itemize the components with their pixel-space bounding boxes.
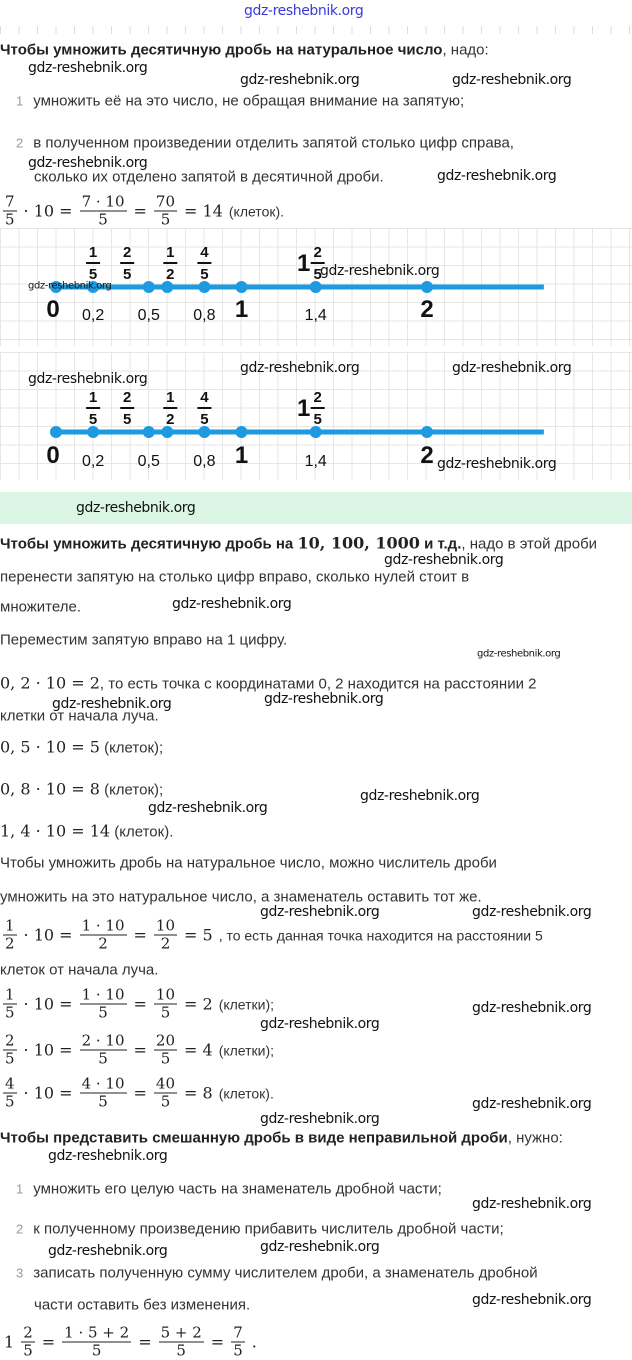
fraction — [80, 987, 127, 1022]
denominator: 5 — [160, 1049, 171, 1068]
rule1-heading: Чтобы умножить десятичную дробь на натуральное число, надо: — [0, 41, 489, 59]
watermark: gdz-reshebnik.org — [360, 788, 480, 804]
formula-text: (клеток). — [228, 203, 285, 219]
math-operator: · 10 = — [23, 1040, 73, 1060]
decimal-label: 2 — [420, 296, 434, 323]
math-operator: . — [251, 1332, 257, 1352]
math-operator: · 10 = — [23, 201, 73, 221]
rule3-item-1: 1 умножить его целую часть на знаменатель дробной части; — [16, 1180, 442, 1198]
math-operator: = — [133, 925, 147, 945]
numerator: 70 — [155, 192, 176, 211]
calc-0-5: 0, 5 · 10 = 5 (клеток); — [0, 737, 164, 757]
numerator: 4 · 10 — [81, 1074, 125, 1093]
fraction — [3, 918, 17, 953]
number-line-point — [143, 281, 155, 293]
watermark: gdz-reshebnik.org — [452, 72, 572, 88]
watermark: gdz-reshebnik.org — [472, 1196, 592, 1212]
frac-calc-1-2 — [0, 918, 543, 953]
watermark: gdz-reshebnik.org — [472, 904, 592, 920]
rule1-item-2: 2 в полученном произведении отделить запятой столько цифр справа, — [16, 134, 514, 152]
watermark: gdz-reshebnik.org — [240, 72, 360, 88]
math-operator: = — [210, 1332, 225, 1352]
decimal-label: 0,5 — [137, 307, 160, 324]
fraction-label-denominator: 5 — [88, 266, 98, 283]
denominator: 5 — [91, 1341, 102, 1360]
numerator: 1 · 5 + 2 — [64, 1323, 130, 1342]
math-operator: = 4 — [184, 1040, 213, 1060]
math-operator: · 10 = — [23, 1083, 73, 1103]
fraction-label-numerator: 1 — [88, 389, 98, 406]
fraction-label-denominator: 5 — [88, 411, 98, 428]
numerator: 7 · 10 — [81, 192, 125, 211]
math-operator: · 10 = — [23, 994, 73, 1014]
numerator: 2 · 10 — [81, 1031, 125, 1050]
fraction-label-numerator: 2 — [123, 244, 132, 261]
numerator: 10 — [155, 985, 176, 1004]
fraction — [80, 918, 127, 953]
fraction — [154, 194, 177, 229]
decimal-label: 1,4 — [304, 307, 327, 324]
fraction-label-denominator: 2 — [166, 266, 175, 283]
decimal-label: 1 — [234, 296, 249, 323]
fraction-label-denominator: 5 — [200, 266, 209, 283]
number-line-point — [236, 426, 248, 438]
watermark: gdz-reshebnik.org — [240, 360, 360, 376]
decimal-label: 1 — [234, 442, 249, 469]
frac-rule-line-2: умножить на это натуральное число, а знаменатель оставить тот же. — [0, 888, 482, 906]
number-line-point — [236, 281, 248, 293]
denominator: 5 — [5, 1003, 15, 1022]
denominator: 2 — [5, 934, 15, 953]
fraction-label-denominator: 5 — [313, 411, 322, 428]
watermark: gdz-reshebnik.org — [172, 596, 292, 612]
fraction — [154, 1076, 177, 1111]
fraction-label-numerator: 4 — [200, 244, 209, 261]
denominator: 5 — [176, 1341, 186, 1360]
watermark: gdz-reshebnik.org — [28, 155, 148, 171]
numerator: 10 — [155, 916, 176, 935]
math-operator: = — [133, 994, 147, 1014]
denominator: 5 — [98, 1049, 108, 1068]
denominator: 5 — [98, 210, 108, 229]
number-line-point — [421, 281, 433, 293]
rule2-line-2: перенести запятую на столько цифр вправо, сколько нулей стоит в — [0, 568, 470, 586]
denominator: 5 — [98, 1003, 108, 1022]
denominator: 5 — [233, 1341, 243, 1360]
watermark: gdz-reshebnik.org — [452, 360, 572, 376]
decimal-label: 0 — [46, 296, 60, 323]
fraction — [3, 1033, 17, 1068]
decimal-label: 0,5 — [137, 453, 160, 470]
fraction — [231, 1325, 245, 1360]
fraction — [80, 194, 127, 229]
math-operator: = — [138, 1332, 152, 1352]
formula-text: (клеток). — [218, 1085, 274, 1101]
frac-calc-1-2-cont: клеток от начала луча. — [0, 961, 159, 979]
decimal-label: 0,8 — [193, 453, 216, 470]
frac-calc-1-5 — [0, 987, 274, 1022]
numerator: 1 · 10 — [81, 985, 125, 1004]
numerator: 2 — [23, 1323, 33, 1342]
watermark: gdz-reshebnik.org — [260, 1239, 380, 1255]
math-operator: = 2 — [184, 994, 213, 1014]
fraction-label-denominator: 5 — [200, 411, 209, 428]
watermark: gdz-reshebnik.org — [472, 1292, 592, 1308]
calc-0-2-cont: клетки от начала луча. — [0, 707, 159, 725]
numerator: 5 + 2 — [160, 1323, 202, 1342]
watermark: gdz-reshebnik.org — [472, 1000, 592, 1016]
numerator: 1 · 10 — [81, 916, 125, 935]
watermark: gdz-reshebnik.org — [244, 3, 364, 19]
watermark: gdz-reshebnik.org — [384, 552, 504, 568]
rule3-item-3: 3 записать полученную сумму числителем дроби, а знаменатель дробной — [16, 1264, 538, 1282]
watermark: gdz-reshebnik.org — [260, 1111, 380, 1127]
fraction-label-denominator: 5 — [123, 266, 132, 283]
formula-7-5 — [0, 194, 284, 229]
watermark: gdz-reshebnik.org — [28, 60, 148, 76]
watermark: gdz-reshebnik.org — [437, 456, 557, 472]
watermark: gdz-reshebnik.org — [264, 691, 384, 707]
calc-0-2: 0, 2 · 10 = 2, то есть точка с координатами 0, 2 находится на расстоянии 2 — [0, 673, 537, 693]
frac-calc-2-5 — [0, 1033, 274, 1068]
numerator: 1 — [5, 916, 15, 935]
rule1-item-1: 1 умножить её на это число, не обращая внимание на запятую; — [16, 92, 465, 110]
math-operator: 1 — [4, 1332, 15, 1352]
denominator: 2 — [160, 934, 171, 953]
decimal-label: 0,2 — [81, 307, 105, 324]
fraction-label-numerator: 2 — [313, 244, 322, 261]
fraction-label-denominator: 2 — [166, 411, 175, 428]
fraction-label-numerator: 2 — [123, 389, 132, 406]
watermark: gdz-reshebnik.org — [472, 1096, 592, 1112]
mixed-whole: 1 — [297, 250, 311, 277]
denominator: 5 — [160, 1003, 171, 1022]
calc-0-8: 0, 8 · 10 = 8 (клеток); — [0, 779, 164, 799]
formula-text: (клетки); — [218, 1042, 275, 1058]
numerator: 7 — [5, 192, 15, 211]
math-operator: = 5 — [184, 925, 213, 945]
math-operator: = — [133, 201, 147, 221]
mixed-whole: 1 — [297, 395, 311, 422]
numerator: 7 — [233, 1323, 243, 1342]
fraction — [3, 987, 17, 1022]
decimal-label: 1,4 — [304, 453, 327, 470]
math-operator: = — [133, 1083, 147, 1103]
fraction — [62, 1325, 131, 1360]
numerator: 2 — [5, 1031, 15, 1050]
denominator: 5 — [5, 210, 15, 229]
frac-calc-4-5 — [0, 1076, 274, 1111]
watermark: gdz-reshebnik.org — [260, 1016, 380, 1032]
denominator: 2 — [98, 934, 108, 953]
denominator: 5 — [5, 1092, 15, 1111]
math-operator: = 8 — [184, 1083, 213, 1103]
watermark: gdz-reshebnik.org — [52, 696, 172, 712]
number-line-point — [421, 426, 433, 438]
rule3-item-2: 2 к полученному произведению прибавить числитель дробной части; — [16, 1220, 504, 1238]
watermark: gdz-reshebnik.org — [477, 648, 561, 660]
numerator: 1 — [5, 985, 15, 1004]
fraction-label-numerator: 1 — [166, 244, 175, 261]
mixed-fraction-formula — [0, 1325, 261, 1360]
fraction — [21, 1325, 35, 1360]
rule2-line-3: множителе. — [0, 598, 81, 616]
watermark: gdz-reshebnik.org — [260, 904, 380, 920]
numerator: 20 — [155, 1031, 176, 1050]
fraction-label-numerator: 1 — [88, 244, 98, 261]
denominator: 5 — [160, 1092, 171, 1111]
numerator: 4 — [5, 1074, 15, 1093]
fraction — [154, 1033, 177, 1068]
fraction — [154, 918, 177, 953]
move-comma-text: Переместим запятую вправо на 1 цифру. — [0, 631, 288, 649]
watermark: gdz-reshebnik.org — [320, 263, 440, 279]
divider — [0, 26, 632, 34]
fraction-label-denominator: 5 — [313, 266, 322, 283]
watermark: gdz-reshebnik.org — [28, 280, 112, 292]
fraction — [154, 987, 177, 1022]
denominator: 5 — [160, 210, 171, 229]
watermark: gdz-reshebnik.org — [148, 800, 268, 816]
formula-text: (клетки); — [218, 996, 275, 1012]
decimal-label: 0,8 — [193, 307, 216, 324]
denominator: 5 — [98, 1092, 108, 1111]
decimal-label: 0 — [46, 442, 60, 469]
math-operator: · 10 = — [23, 925, 73, 945]
watermark: gdz-reshebnik.org — [48, 1148, 168, 1164]
fraction — [80, 1033, 127, 1068]
rule2-line-1: Чтобы умножить десятичную дробь на 10, 100, 1000 и т.д., надо в этой дроби — [0, 533, 598, 553]
fraction-label-denominator: 5 — [123, 411, 132, 428]
calc-1-4: 1, 4 · 10 = 14 (клеток). — [0, 821, 174, 841]
decimal-label: 0,2 — [81, 453, 105, 470]
fraction — [3, 1076, 17, 1111]
fraction-label-numerator: 1 — [166, 389, 175, 406]
number-line-point — [143, 426, 155, 438]
number-line-point — [50, 426, 62, 438]
fraction — [159, 1325, 204, 1360]
fraction — [3, 194, 17, 229]
formula-text: , то есть данная точка находится на расстоянии 5 — [218, 927, 543, 943]
math-operator: = — [41, 1332, 56, 1352]
watermark: gdz-reshebnik.org — [28, 371, 148, 387]
math-operator: = — [133, 1040, 147, 1060]
rule3-item-3-cont: части оставить без изменения. — [34, 1296, 251, 1314]
decimal-label: 2 — [420, 442, 434, 469]
watermark: gdz-reshebnik.org — [437, 168, 557, 184]
rule3-heading: Чтобы представить смешанную дробь в виде неправильной дроби, нужно: — [0, 1129, 563, 1147]
fraction-label-numerator: 4 — [200, 389, 209, 406]
numerator: 40 — [155, 1074, 176, 1093]
fraction-label-numerator: 2 — [313, 389, 322, 406]
frac-rule-line-1: Чтобы умножить дробь на натуральное число, можно числитель дроби — [0, 854, 497, 872]
rule1-item-2-cont: сколько их отделено запятой в десятичной дроби. — [34, 168, 384, 186]
math-operator: = 14 — [184, 201, 223, 221]
fraction — [80, 1076, 127, 1111]
denominator: 5 — [5, 1049, 15, 1068]
watermark: gdz-reshebnik.org — [48, 1243, 168, 1259]
watermark: gdz-reshebnik.org — [76, 500, 196, 516]
denominator: 5 — [23, 1341, 33, 1360]
